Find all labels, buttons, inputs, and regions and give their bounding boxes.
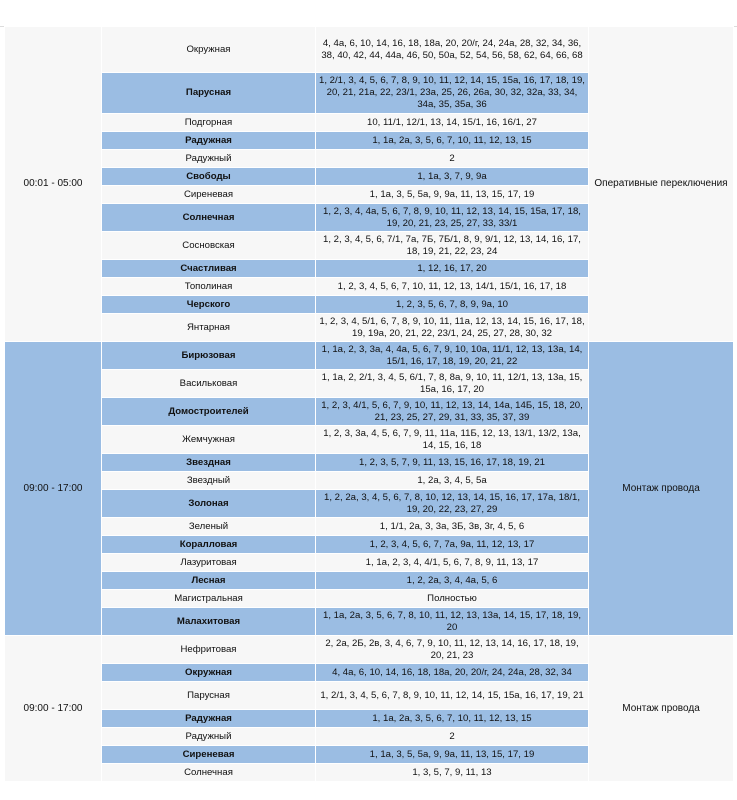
houses-cell: 1, 1а, 3, 5, 5а, 9, 9а, 11, 13, 15, 17, 19 [316, 186, 589, 204]
houses-cell: 1, 2/1, 3, 4, 5, 6, 7, 8, 9, 10, 11, 12, 14, 15, 15а, 16, 17, 18, 19, 20, 21, 21а, 22, 23/1, 23а, 25, 26, 26а, 30, 32, 32а, 33, 34, 34а, 35, 35а, 36 [316, 73, 589, 114]
houses-cell: 1, 1а, 2а, 3, 5, 6, 7, 10, 11, 12, 13, 15 [316, 132, 589, 150]
street-cell: Радужный [102, 150, 316, 168]
houses-cell: 1, 2, 3, 5, 7, 9, 11, 13, 15, 16, 17, 18, 19, 21 [316, 454, 589, 472]
street-cell: Малахитовая [102, 608, 316, 636]
houses-cell: 1, 2, 3, 4, 5/1, 6, 7, 8, 9, 10, 11, 11а, 12, 13, 14, 15, 16, 17, 18, 19, 19а, 20, 21, 22, 23/1, 24, 25, 27, 28, 30, 32 [316, 314, 589, 342]
street-cell: Золоная [102, 490, 316, 518]
street-cell: Счастливая [102, 260, 316, 278]
houses-cell: 1, 1а, 2а, 3, 5, 6, 7, 10, 11, 12, 13, 15 [316, 710, 589, 728]
reason-cell: Монтаж провода [589, 636, 734, 782]
houses-cell: 1, 1а, 3, 5, 5а, 9, 9а, 11, 13, 15, 17, 19 [316, 746, 589, 764]
table-row [5, 27, 734, 73]
reason-cell: Монтаж провода [589, 342, 734, 636]
houses-cell: 1, 12, 16, 17, 20 [316, 260, 589, 278]
street-cell: Радужная [102, 710, 316, 728]
street-cell: Нефритовая [102, 636, 316, 664]
houses-cell: 4, 4а, 6, 10, 14, 16, 18, 18а, 20, 20/г, 24, 24а, 28, 32, 34, 36, 38, 40, 42, 44, 44а, 46, 50, 50а, 52, 54, 56, 58, 62, 64, 66, 68 [316, 27, 589, 73]
street-cell: Лесная [102, 572, 316, 590]
street-cell: Подгорная [102, 114, 316, 132]
houses-cell: 2, 2а, 2Б, 2в, 3, 4, 6, 7, 9, 10, 11, 12, 13, 14, 16, 17, 18, 19, 20, 21, 23 [316, 636, 589, 664]
houses-cell: 1, 1а, 3, 7, 9, 9а [316, 168, 589, 186]
street-cell: Магистральная [102, 590, 316, 608]
street-cell: Черского [102, 296, 316, 314]
houses-cell: 1, 2, 2а, 3, 4, 5, 6, 7, 8, 10, 12, 13, 14, 15, 16, 17, 17а, 18/1, 19, 20, 22, 23, 27, 29 [316, 490, 589, 518]
street-cell: Зеленый [102, 518, 316, 536]
street-cell: Сиреневая [102, 746, 316, 764]
street-cell: Сосновская [102, 232, 316, 260]
street-cell: Домостроителей [102, 398, 316, 426]
houses-cell: 2 [316, 150, 589, 168]
street-cell: Солнечная [102, 764, 316, 782]
time-range-cell: 09:00 - 17:00 [5, 636, 102, 782]
houses-cell: Полностью [316, 590, 589, 608]
houses-cell: 1, 2а, 3, 4, 5, 5а [316, 472, 589, 490]
houses-cell: 1, 1а, 2а, 3, 5, 6, 7, 8, 10, 11, 12, 13, 13а, 14, 15, 17, 18, 19, 20 [316, 608, 589, 636]
houses-cell: 2 [316, 728, 589, 746]
street-cell: Звездный [102, 472, 316, 490]
table-row [5, 636, 734, 664]
table-row [5, 342, 734, 370]
street-cell: Радужная [102, 132, 316, 150]
houses-cell: 1, 2, 3, 4, 5, 6, 7, 10, 11, 12, 13, 14/1, 15/1, 16, 17, 18 [316, 278, 589, 296]
outage-schedule-table [4, 26, 734, 782]
houses-cell: 1, 2, 3, 4, 5, 6, 7, 7а, 9а, 11, 12, 13, 17 [316, 536, 589, 554]
street-cell: Окружная [102, 27, 316, 73]
street-cell: Янтарная [102, 314, 316, 342]
houses-cell: 1, 2, 3, 4/1, 5, 6, 7, 9, 10, 11, 12, 13, 14, 14а, 14Б, 15, 18, 20, 21, 23, 25, 27, 29, 31, 33, 35, 37, 39 [316, 398, 589, 426]
houses-cell: 1, 1а, 2, 3, 4, 4/1, 5, 6, 7, 8, 9, 11, 13, 17 [316, 554, 589, 572]
houses-cell: 4, 4а, 6, 10, 14, 16, 18, 18а, 20, 20/г, 24, 24а, 28, 32, 34 [316, 664, 589, 682]
houses-cell: 1, 2, 3, 3а, 4, 5, 6, 7, 9, 11, 11а, 11Б, 12, 13, 13/1, 13/2, 13а, 14, 15, 16, 18 [316, 426, 589, 454]
street-cell: Солнечная [102, 204, 316, 232]
houses-cell: 1, 3, 5, 7, 9, 11, 13 [316, 764, 589, 782]
houses-cell: 1, 1а, 2, 3, 3а, 4, 4а, 5, 6, 7, 9, 10, 10а, 11/1, 12, 13, 13а, 14, 15/1, 16, 17, 18, 19, 20, 21, 22 [316, 342, 589, 370]
time-range-cell: 09:00 - 17:00 [5, 342, 102, 636]
houses-cell: 1, 1/1, 2а, 3, 3а, 3Б, 3в, 3г, 4, 5, 6 [316, 518, 589, 536]
street-cell: Коралловая [102, 536, 316, 554]
houses-cell: 1, 1а, 2, 2/1, 3, 4, 5, 6/1, 7, 8, 8а, 9, 10, 11, 12/1, 13, 13а, 15, 15а, 16, 17, 20 [316, 370, 589, 398]
street-cell: Васильковая [102, 370, 316, 398]
houses-cell: 1, 2, 3, 4, 5, 6, 7/1, 7а, 7Б, 7Б/1, 8, 9, 9/1, 12, 13, 14, 16, 17, 18, 19, 21, 22, 23, 24 [316, 232, 589, 260]
street-cell: Свободы [102, 168, 316, 186]
street-cell: Парусная [102, 73, 316, 114]
street-cell: Лазуритовая [102, 554, 316, 572]
time-range-cell: 00:01 - 05:00 [5, 27, 102, 342]
street-cell: Радужный [102, 728, 316, 746]
street-cell: Окружная [102, 664, 316, 682]
street-cell: Сиреневая [102, 186, 316, 204]
street-cell: Парусная [102, 682, 316, 710]
houses-cell: 1, 2, 3, 5, 6, 7, 8, 9, 9а, 10 [316, 296, 589, 314]
houses-cell: 1, 2, 3, 4, 4а, 5, 6, 7, 8, 9, 10, 11, 12, 13, 14, 15, 15а, 17, 18, 19, 20, 21, 23, 25, 27, 33, 33/1 [316, 204, 589, 232]
page-top-strip [0, 0, 737, 27]
street-cell: Тополиная [102, 278, 316, 296]
street-cell: Жемчужная [102, 426, 316, 454]
houses-cell: 1, 2, 2а, 3, 4, 4а, 5, 6 [316, 572, 589, 590]
reason-cell: Оперативные переключения [589, 27, 734, 342]
houses-cell: 1, 2/1, 3, 4, 5, 6, 7, 8, 9, 10, 11, 12, 14, 15, 15а, 16, 17, 19, 21 [316, 682, 589, 710]
street-cell: Звездная [102, 454, 316, 472]
houses-cell: 10, 11/1, 12/1, 13, 14, 15/1, 16, 16/1, 27 [316, 114, 589, 132]
street-cell: Бирюзовая [102, 342, 316, 370]
